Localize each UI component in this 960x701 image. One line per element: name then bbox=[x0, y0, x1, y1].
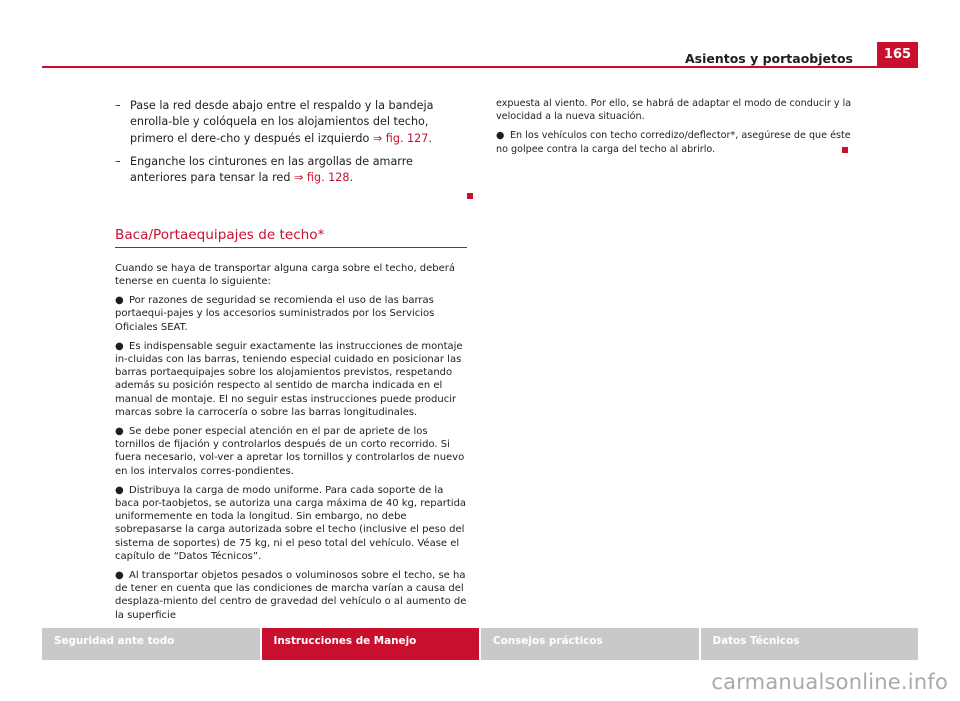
page-number: 165 bbox=[877, 42, 918, 66]
bullet-icon: ● bbox=[115, 569, 124, 581]
bullet-icon: ● bbox=[115, 295, 124, 307]
bullet-item bbox=[115, 484, 467, 563]
bullet-item bbox=[115, 340, 467, 419]
bullet-text: Al transportar objetos pesados o voluminosos sobre el techo, se ha de tener en cuenta que las condiciones de marcha varían a causa del desplaza-miento del centro de gravedad del vehículo o al aumento de la superficie bbox=[115, 569, 467, 621]
step-text: Pase la red desde abajo entre el respaldo y la bandeja enrolla-ble y colóquela en los alojamientos del techo, primero el dere-cho y después el izquierdo bbox=[130, 99, 434, 145]
bullet-text: Distribuya la carga de modo uniforme. Para cada soporte de la baca por-taobjetos, se autoriza una carga máxima de 40 kg, repartida uniformemente en toda la longitud. Sin embargo, no debe sobrepasarse la carga autorizada sobre el techo (inclusive el peso del sistema de soportes) de 75 kg, ni el peso total del vehículo. Véase el capítulo de “Datos Técnicos”. bbox=[115, 484, 467, 562]
header-title: Asientos y portaobjetos bbox=[684, 51, 853, 66]
figure-reference-link[interactable]: ⇒ fig. 128 bbox=[293, 171, 350, 185]
dash-marker: – bbox=[115, 99, 121, 112]
footer-tab-seguridad[interactable]: Seguridad ante todo bbox=[42, 628, 260, 660]
footer-navigation bbox=[42, 628, 918, 660]
bullet-text: Por razones de seguridad se recomienda el uso de las barras portaequi-pajes y los accesorios suministrados por los Servicios Oficiales SEAT. bbox=[115, 295, 435, 333]
instruction-step bbox=[115, 98, 467, 147]
step-tail: . bbox=[349, 171, 354, 185]
bullet-item bbox=[496, 129, 856, 155]
footer-tab-instrucciones[interactable]: Instrucciones de Manejo bbox=[262, 628, 480, 660]
bullet-item bbox=[115, 425, 467, 478]
header-rule bbox=[42, 66, 918, 68]
figure-reference-link[interactable]: ⇒ fig. 127 bbox=[372, 131, 429, 145]
step-tail: . bbox=[428, 131, 432, 145]
watermark: carmanualsonline.info bbox=[711, 670, 948, 694]
step-text: Enganche los cinturones en las argollas de amarre anteriores para tensar la red bbox=[130, 154, 413, 185]
left-column bbox=[115, 98, 467, 622]
bullet-item bbox=[115, 569, 467, 622]
bullet-text: Se debe poner especial atención en el par de apriete de los tornillos de fijación y controlarlos después de un corto recorrido. Si fuera necesario, vol-ver a apretar los tornillos y controlarlos de nuevo en los intervalos corres-pondientes. bbox=[115, 425, 465, 477]
bullet-icon: ● bbox=[115, 340, 124, 352]
bullet-text: Es indispensable seguir exactamente las instrucciones de montaje in-cluidas con las barras, teniendo especial cuidado en posicionar las barras portaequipajes sobre los alojamientos previstos, respetando además su posición respecto al sentido de marcha indicada en el manual de montaje. El no seguir estas instrucciones puede producir marcas sobre la carrocería o sobre las barras longitudinales. bbox=[115, 340, 463, 418]
instruction-step bbox=[115, 154, 467, 187]
bullet-item bbox=[115, 294, 467, 334]
dash-marker: – bbox=[115, 154, 121, 168]
right-column bbox=[496, 97, 856, 156]
continuation-paragraph: expuesta al viento. Por ello, se habrá de adaptar el modo de conducir y la velocidad a la nueva situación. bbox=[496, 98, 852, 123]
bullet-icon: ● bbox=[496, 130, 505, 142]
bullet-icon: ● bbox=[115, 425, 124, 437]
footer-tab-datos[interactable]: Datos Técnicos bbox=[701, 628, 919, 660]
section-heading: Baca/Portaequipajes de techo* bbox=[115, 229, 467, 247]
bullet-text: En los vehículos con techo corredizo/deflector*, asegúrese de que éste no golpee contra la carga del techo al abrirlo. bbox=[496, 130, 851, 155]
bullet-icon: ● bbox=[115, 484, 124, 496]
end-of-section-marker bbox=[467, 193, 473, 199]
intro-paragraph: Cuando se haya de transportar alguna carga sobre el techo, deberá tenerse en cuenta lo siguiente: bbox=[115, 262, 456, 287]
end-of-section-marker bbox=[842, 147, 848, 153]
end-mark-row bbox=[115, 193, 467, 201]
footer-tab-consejos[interactable]: Consejos prácticos bbox=[481, 628, 699, 660]
